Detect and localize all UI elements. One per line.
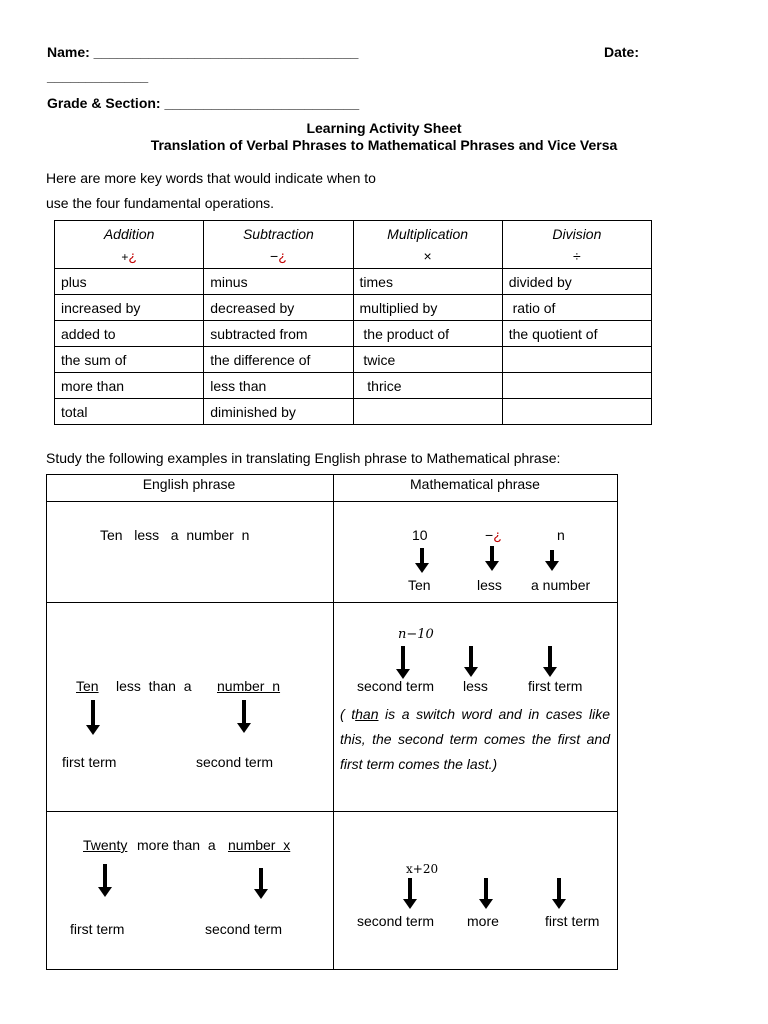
ex2-english-mid: less than a — [116, 678, 192, 694]
row-divider — [47, 602, 617, 603]
column-divider — [333, 475, 334, 969]
keywords-row — [55, 347, 652, 373]
keywords-row — [55, 269, 652, 295]
keywords-row — [55, 373, 652, 399]
down-arrow-icon — [490, 546, 494, 562]
ex1-english-phrase: Ten less a number n — [100, 527, 250, 543]
ex3-second-term: second term — [205, 921, 283, 937]
row-divider — [47, 811, 617, 812]
down-arrow-icon — [408, 878, 412, 900]
ex3-math-more: more — [467, 913, 499, 929]
down-arrow-icon — [91, 700, 95, 726]
keyword-cell: the sum of — [55, 347, 204, 373]
ex2-expression: n−10 — [398, 627, 434, 642]
ex2-math-less: less — [463, 678, 488, 694]
keyword-cell: subtracted from — [204, 321, 353, 347]
keywords-row — [55, 321, 652, 347]
down-arrow-icon — [557, 878, 561, 900]
header-multiplication-name: Multiplication — [387, 226, 469, 242]
keyword-cell: the quotient of — [502, 321, 651, 347]
down-arrow-icon — [484, 878, 488, 900]
ex1-label-ten: Ten — [408, 577, 431, 593]
ex3-expression: x+20 — [406, 862, 439, 876]
keywords-row — [55, 399, 652, 425]
down-arrow-icon — [103, 864, 107, 888]
keyword-cell — [502, 399, 651, 425]
date-field-label: Date: — [604, 44, 640, 60]
division-symbol: ÷ — [573, 248, 581, 264]
date-field-line: _____________ — [47, 68, 149, 84]
intro-line1: Here are more key words that would indicate when to — [46, 170, 376, 186]
header-division — [502, 221, 651, 269]
keyword-cell — [353, 399, 502, 425]
keyword-cell: the difference of — [204, 347, 353, 373]
ex2-switch-word-note: ( than is a switch word and in cases like this, the second term comes the first and first term comes the last.) — [340, 706, 610, 772]
keyword-cell: less than — [204, 373, 353, 399]
header-addition — [55, 221, 204, 269]
keyword-cell: added to — [55, 321, 204, 347]
ex3-math-second-term: second term — [357, 913, 435, 929]
down-arrow-icon — [401, 646, 405, 670]
ex3-english-twenty: Twenty — [83, 837, 128, 853]
keyword-cell: increased by — [55, 295, 204, 321]
ex2-math-first-term: first term — [528, 678, 583, 694]
keyword-cell: multiplied by — [353, 295, 502, 321]
multiplication-symbol: × — [423, 248, 432, 264]
keywords-table — [54, 220, 652, 425]
ex1-math-ten: 10 — [412, 527, 428, 543]
header-subtraction — [204, 221, 353, 269]
keyword-cell: twice — [353, 347, 502, 373]
keyword-cell — [502, 347, 651, 373]
grade-section-label: Grade & Section: _________________________ — [47, 95, 360, 111]
ex1-label-number: a number — [531, 577, 591, 593]
ex1-label-less: less — [477, 577, 502, 593]
keyword-cell: minus — [204, 269, 353, 295]
keyword-cell: divided by — [502, 269, 651, 295]
row-divider — [47, 501, 617, 502]
header-division-name: Division — [552, 226, 602, 242]
keyword-cell: decreased by — [204, 295, 353, 321]
title-line1: Learning Activity Sheet — [306, 120, 462, 136]
ex2-first-term: first term — [62, 754, 117, 770]
ex2-english-ten: Ten — [76, 678, 99, 694]
keywords-header-row — [55, 221, 652, 269]
name-field-label: Name: __________________________________ — [47, 44, 359, 60]
header-addition-name: Addition — [103, 226, 155, 242]
col-header-english: English phrase — [142, 476, 236, 492]
keyword-cell — [502, 373, 651, 399]
intro-line2: use the four fundamental operations. — [46, 195, 275, 211]
down-arrow-icon — [259, 868, 263, 890]
keywords-row — [55, 295, 652, 321]
ex3-english-number: number x — [228, 837, 291, 853]
down-arrow-icon — [242, 700, 246, 724]
keyword-cell: total — [55, 399, 204, 425]
addition-symbol: +¿ — [121, 248, 137, 264]
down-arrow-icon — [420, 548, 424, 564]
keyword-cell: the product of — [353, 321, 502, 347]
ex2-math-second-term: second term — [357, 678, 435, 694]
subtraction-symbol: −¿ — [270, 248, 287, 264]
keyword-cell: diminished by — [204, 399, 353, 425]
study-intro: Study the following examples in translating English phrase to Mathematical phrase: — [46, 450, 561, 466]
down-arrow-icon — [548, 646, 552, 668]
ex2-second-term: second term — [196, 754, 274, 770]
col-header-math: Mathematical phrase — [410, 476, 540, 492]
ex3-first-term: first term — [70, 921, 125, 937]
header-subtraction-name: Subtraction — [242, 226, 314, 242]
keyword-cell: more than — [55, 373, 204, 399]
ex2-english-number: number n — [217, 678, 281, 694]
ex3-english-mid: more than a — [137, 837, 216, 853]
ex1-math-n: n — [557, 527, 565, 543]
header-multiplication — [353, 221, 502, 269]
title-line2: Translation of Verbal Phrases to Mathematical Phrases and Vice Versa — [150, 137, 618, 153]
keyword-cell: plus — [55, 269, 204, 295]
keyword-cell: ratio of — [502, 295, 651, 321]
keyword-cell: times — [353, 269, 502, 295]
down-arrow-icon — [469, 646, 473, 668]
ex1-math-minus: −¿ — [485, 527, 502, 543]
down-arrow-icon — [550, 550, 554, 562]
ex3-math-first-term: first term — [545, 913, 600, 929]
keyword-cell: thrice — [353, 373, 502, 399]
